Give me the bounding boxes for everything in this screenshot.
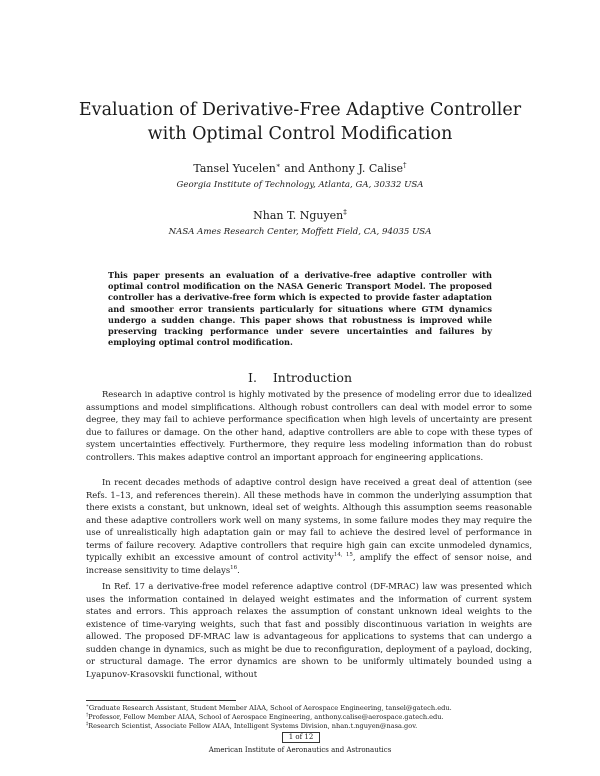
author-name-2: Anthony J. Calise (308, 162, 404, 175)
footnote-3-mark: ‡ (86, 721, 89, 727)
abstract: This paper presents an evaluation of a derivative-free adaptive controller with optimal control modification on the NASA Generic Transport Model. The proposed controller has a derivative-free form which is expected to provide faster adaptation and smoother error transients particularly for situations where GTM dynamics undergo a sudden change. This paper shows that robustness is improved while preserving tracking performance under severe uncertainties and failures by employing optimal control modification. (108, 270, 492, 348)
paragraph-1: Research in adaptive control is highly motivated by the presence of modeling error due to idealized assumptions and model simplifications. Although robust controllers can deal with model error to some degree, they may fail to achieve performance specification when high levels of uncertainty are present due to failures or damage. On the other hand, adaptive controllers are able to cope with these types of system uncertainties effectively. Furthermore, they require less modeling information than do robust controllers. This makes adaptive control an important approach for engineering applications. (86, 389, 532, 462)
paper-title (60, 98, 540, 146)
footnote-3-text: Research Scientist, Associate Fellow AIAA, Intelligent Systems Division, nhan.t.nguyen@nasa.gov. (88, 722, 418, 730)
author-mark-1: ∗ (275, 160, 281, 170)
footnote-1-mark: ∗ (86, 703, 89, 709)
author-mark-2: † (403, 160, 407, 170)
paragraph-3: In Ref. 17 a derivative-free model reference adaptive control (DF-MRAC) law was presented which uses the information contained in delayed weight estimates and the information of current system states and errors. This approach relaxes the assumption of constant unknown ideal weights to the existence of time-varying weights, such that fast and possibly discontinuous variation in weights are allowed. The proposed DF-MRAC law is advantageous for applications to systems that can undergo a sudden change in dynamics, such as might be due to reconfiguration, deployment of a payload, docking, or structural damage. The error dynamics are shown to be uniformly ultimately bounded using a Lyapunov-Krasovskii functional, without (86, 581, 532, 679)
author-name-1: Tansel Yucelen (193, 162, 276, 175)
author-name-3: Nhan T. Nguyen (253, 209, 344, 222)
citation-14-15: 14, 15 (333, 552, 353, 559)
paragraph-2-text-a: In recent decades methods of adaptive control design have received a great deal of attention (see Refs. 1–13, and references therein). All these methods have in common the underlying assumption that there exists a constant, but unknown, ideal set of weights. Although this assumption seems reasonable and these adaptive controllers work well on many systems, in some failure modes they may require the use of unrealistically high adaptation gain or may fail to achieve the desired level of performance in terms of failure recovery. Adaptive controllers that require high gain can excite unmodeled dynamics, typically exhibit an excessive amount of control activity (86, 477, 532, 562)
paragraph-2-text-b: , amplify the effect of sensor noise, and increase sensitivity to time delays (86, 552, 532, 575)
author-mark-3: ‡ (343, 207, 347, 217)
affiliation-1: Georgia Institute of Technology, Atlanta, GA, 30332 USA (176, 180, 424, 190)
page-number: 1 of 12 (282, 732, 320, 743)
title-line-2: with Optimal Control Modification (147, 124, 453, 144)
footnote-2 (86, 713, 532, 722)
footnote-1-text: Graduate Research Assistant, Student Member AIAA, School of Aerospace Engineering, tansel@gatech.edu. (88, 704, 452, 712)
author-line-2 (60, 209, 540, 222)
section-title: Introduction (272, 370, 352, 385)
footnote-2-mark: † (86, 712, 89, 718)
section-number: I. (248, 370, 257, 385)
affiliation-2: NASA Ames Research Center, Moffett Field, CA, 94035 USA (168, 227, 432, 237)
author-line-1 (60, 162, 540, 175)
author-conjunction: and (284, 162, 305, 175)
footnote-1 (86, 704, 532, 713)
citation-16: 16 (230, 564, 238, 571)
footnote-rule (86, 700, 236, 701)
paragraph-2 (86, 476, 532, 576)
footnote-3 (86, 722, 532, 731)
section-heading (60, 370, 540, 385)
footnote-2-text: Professor, Fellow Member AIAA, School of Aerospace Engineering, anthony.calise@aerospace.gatech.edu. (88, 713, 444, 721)
paragraph-2-text-c: . (237, 564, 240, 575)
page-footer: American Institute of Aeronautics and Astronautics (208, 746, 392, 754)
title-line-1: Evaluation of Derivative-Free Adaptive Controller (78, 100, 522, 120)
